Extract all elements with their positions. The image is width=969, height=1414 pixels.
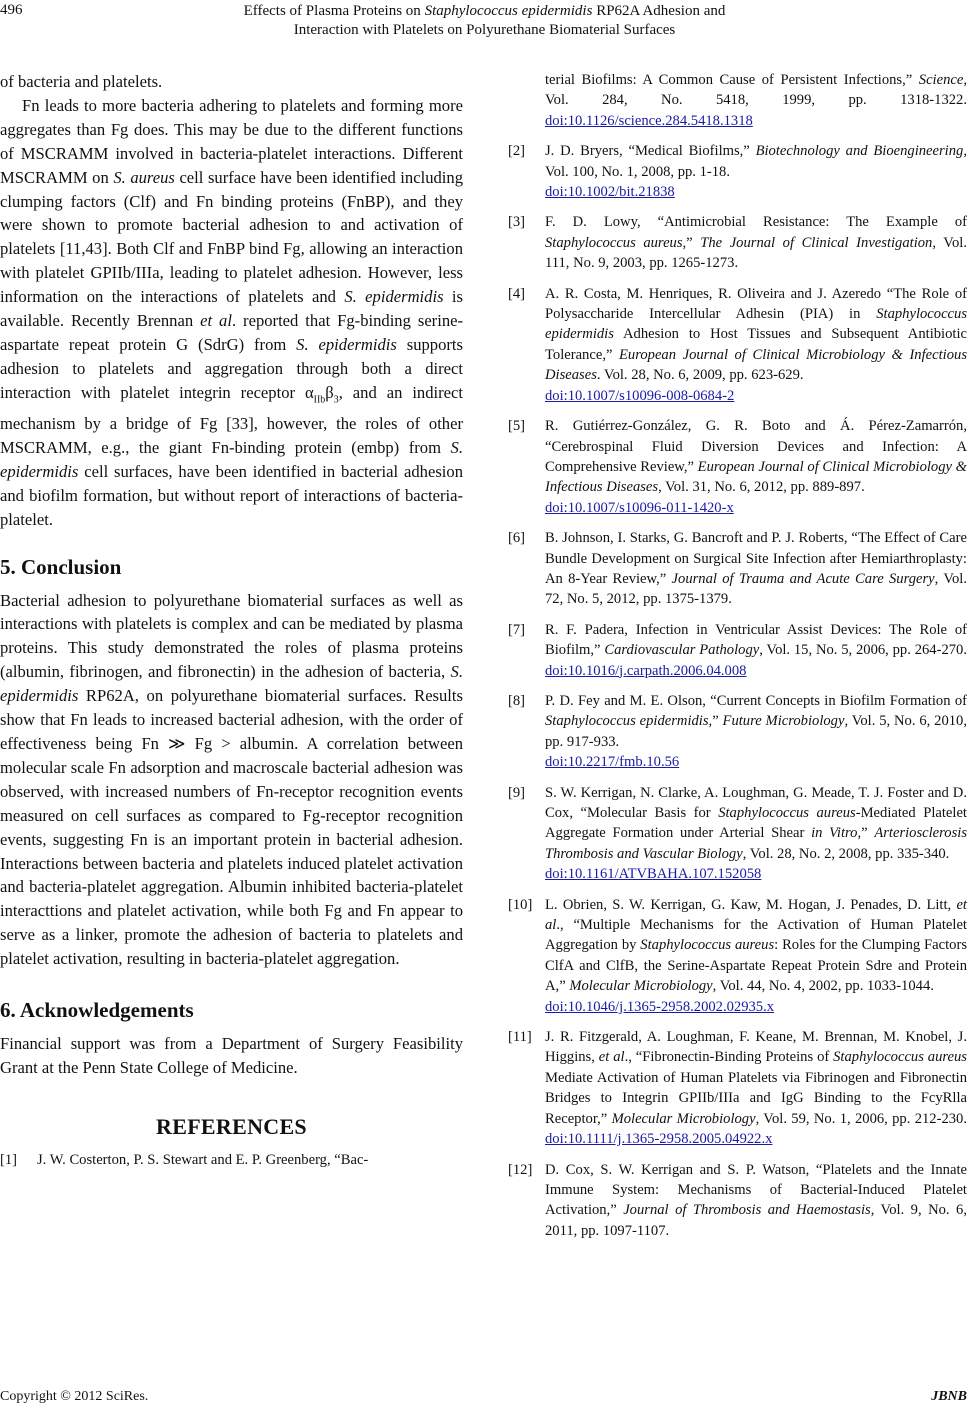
reference-item: [3] F. D. Lowy, “Antimicrobial Resistance: The Example of Staphylococcus aureus,” The Journal of Clinical Investigation, Vol. 111, No. 9, 2003, pp. 1265-1273. xyxy=(508,214,967,272)
doi-link[interactable]: doi:10.1111/j.1365-2958.2005.04922.x xyxy=(545,1131,773,1148)
doi-link[interactable]: doi:10.1046/j.1365-2958.2002.02935.x xyxy=(545,998,775,1015)
reference-item: [4] A. R. Costa, M. Henriques, R. Oliveira and J. Azeredo “The Role of Polysaccharide Intercellular Adhesin (PIA) in Staphylococcus epidermidis Adhesion to Host Tissues and Subsequent Antibiotic Tolerance,” European Journal of Clinical Microbiology & Infectious Diseases. Vol. 28, No. 6, 2009, pp. 623-629. doi:10.1007/s10096-008-0684-2 xyxy=(508,285,967,404)
doi-link[interactable]: doi:10.1161/ATVBAHA.107.152058 xyxy=(545,866,762,883)
reference-item: [7] R. F. Padera, Infection in Ventricular Assist Devices: The Role of Biofilm,” Cardiovascular Pathology, Vol. 15, No. 5, 2006, pp. 264-270. doi:10.1016/j.carpath.2006.04.008 xyxy=(508,621,967,679)
section-heading-conclusion: 5. Conclusion xyxy=(0,554,122,579)
reference-item: [9] S. W. Kerrigan, N. Clarke, A. Loughman, G. Meade, T. J. Foster and D. Cox, “Molecular Basis for Staphylococcus aureus-Mediated Platelet Aggregate Formation under Arterial Shear in Vitro,” Arteriosclerosis Thrombosis and Vascular Biology, Vol. 28, No. 2, 2008, pp. 335-340. doi:10.1161/ATVBAHA.107.152058 xyxy=(508,784,968,883)
reference-item: [12] D. Cox, S. W. Kerrigan and S. P. Watson, “Platelets and the Innate Immune System: Mechanisms of Bacterial-Induced Platelet Activation,” Journal of Thrombosis and Haemostasis, Vol. 9, No. 6, 2011, pp. 1097-1107. xyxy=(508,1161,967,1239)
left-column xyxy=(0,70,463,1180)
reference-number: [1] xyxy=(0,1151,18,1168)
page-number: 496 xyxy=(0,2,23,18)
discussion-paragraph: Fn leads to more bacteria adhering to platelets and forming more aggregates than Fg does. This may be due to the different functions of MSCRAMM involved in bacteria-platelet interactions. Different MSCRAMM on S. aureus cell surface have been identified including clumping factors (Clf) and Fn binding proteins (FnBP), and they were shown to promote bacterial adhesion to and activation of platelets [11,43]. Both Clf and FnBP bind Fg, allowing an interaction with platelet GPIIb/IIIa, leading to platelet adhesion. However, less information on the interactions of platelets and S. epidermidis is available. Recently Brennan et al. reported that Fg-binding serine-aspartate repeat protein G (SdrG) from S. epidermidis supports adhesion to platelets and aggregation through both a direct interaction with platelet integrin receptor $\alpha_{IIb}\beta_3$, and an indirect mechanism by a bridge of Fg [33], however, the roles of other MSCRAMM, e.g., the giant Fn-binding protein (embp) from S. epidermidis cell surfaces, have been identified in bacterial adhesion and biofilm formation, but without report of interactions of bacteria-platelet. xyxy=(0,95,464,529)
journal-abbreviation: JBNB xyxy=(931,1389,967,1404)
doi-link[interactable]: doi:10.1002/bit.21838 xyxy=(545,184,675,201)
reference-item: [10] L. Obrien, S. W. Kerrigan, G. Kaw, M. Hogan, J. Penades, D. Litt, et al., “Multiple Mechanisms for the Activation of Human Platelet Aggregation by Staphylococcus aureus: Roles for the Clumping Factors ClfA and ClfB, the Serine-Aspartate Repeat Protein Sdre and Protein A,” Molecular Microbiology, Vol. 44, No. 4, 2002, pp. 1033-1044. doi:10.1046/j.1365-2958.2002.02935.x xyxy=(508,896,967,1015)
reference-item-continuation: terial Biofilms: A Common Cause of Persistent Infections,” Science, Vol. 284, No. 5418, 1999, pp. 1318-1322. doi:10.1126/science.284.5418.1318 xyxy=(545,72,967,129)
section-heading-acknowledgements: 6. Acknowledgements xyxy=(0,998,194,1023)
references-heading: REFERENCES xyxy=(156,1113,307,1139)
reference-item: [5] R. Gutiérrez-González, G. R. Boto and Á. Pérez-Zamarrón, “Cerebrospinal Fluid Diversion Devices and Infection: A Comprehensive Review,” European Journal of Clinical Microbiology & Infectious Diseases, Vol. 31, No. 6, 2012, pp. 889-897. doi:10.1007/s10096-011-1420-x xyxy=(508,418,967,516)
header-title-line2: Interaction with Platelets on Polyurethane Biomaterial Surfaces xyxy=(293,22,676,38)
running-header xyxy=(60,2,909,40)
doi-link[interactable]: doi:10.1126/science.284.5418.1318 xyxy=(545,112,753,129)
reference-item: [2] J. D. Bryers, “Medical Biofilms,” Biotechnology and Bioengineering, Vol. 100, No. 1, 2008, pp. 1-18. doi:10.1002/bit.21838 xyxy=(508,143,967,201)
right-column xyxy=(508,70,967,1251)
reference-item: [1] J. W. Costerton, P. S. Stewart and E. P. Greenberg, “Bac- xyxy=(0,1150,463,1170)
copyright-notice: Copyright © 2012 SciRes. xyxy=(0,1389,149,1404)
reference-item: [8] P. D. Fey and M. E. Olson, “Current Concepts in Biofilm Formation of Staphylococcus epidermidis,” Future Microbiology, Vol. 5, No. 6, 2010, pp. 917-933. doi:10.2217/fmb.10.56 xyxy=(508,692,967,771)
doi-link[interactable]: doi:10.2217/fmb.10.56 xyxy=(545,754,680,771)
paragraph-continuation: of bacteria and platelets. xyxy=(0,72,163,91)
acknowledgements-paragraph: Financial support was from a Department of Surgery Feasibility Grant at the Penn State College of Medicine. xyxy=(0,1034,463,1077)
reference-item: [6] B. Johnson, I. Starks, G. Bancroft and P. J. Roberts, “The Effect of Care Bundle Development on Surgical Site Infection after Hemiarthroplasty: An 8-Year Review,” Journal of Trauma and Acute Care Surgery, Vol. 72, No. 5, 2012, pp. 1375-1379. xyxy=(508,530,967,608)
header-title-species: Staphylococcus epidermidis xyxy=(424,3,593,19)
doi-link[interactable]: doi:10.1016/j.carpath.2006.04.008 xyxy=(545,662,747,679)
doi-link[interactable]: doi:10.1007/s10096-011-1420-x xyxy=(545,499,734,516)
header-title-text: Effects of Plasma Proteins on xyxy=(243,3,425,19)
conclusion-paragraph: Bacterial adhesion to polyurethane biomaterial surfaces as well as interactions with platelets is complex and can be mediated by plasma proteins. This study demonstrated the roles of plasma proteins (albumin, fibrinogen, and fibronectin) in the adhesion of bacteria, S. epidermidis RP62A, on polyurethane biomaterial surfaces. Results show that Fn leads to increased bacterial adhesion, with the order of effectiveness being Fn ≫ Fg > albumin. A correlation between molecular scale Fn adsorption and macroscale bacterial adhesion was observed, with increased numbers of Fn-receptor recognition events measured on cell surfaces as compared to Fg-receptor recognition events, suggesting Fn is an important protein in bacterial adhesion. Interactions between bacteria and platelets induced platelet activation and bacteria-platelet aggregation. Albumin inhibited bacteria-platelet interacttions and platelet activation, while both Fg and Fn appear to serve as a linker, promote the adhesion of bacteria to platelets and platelet activation, resulting in bacteria-platelet aggregation. xyxy=(0,590,463,969)
header-title-text-2: RP62A Adhesion and xyxy=(592,3,726,19)
reference-item: [11] J. R. Fitzgerald, A. Loughman, F. Keane, M. Brennan, M. Knobel, J. Higgins, et al., “Fibronectin-Binding Proteins of Staphylococcus aureus Mediate Activation of Human Platelets via Fibrinogen and Fibronectin Bridges to Integrin GPIIb/IIIa and IgG Binding to the FcyRlla Receptor,” Molecular Microbiology, Vol. 59, No. 1, 2006, pp. 212-230. doi:10.1111/j.1365-2958.2005.04922.x xyxy=(508,1029,968,1148)
doi-link[interactable]: doi:10.1007/s10096-008-0684-2 xyxy=(545,387,735,404)
